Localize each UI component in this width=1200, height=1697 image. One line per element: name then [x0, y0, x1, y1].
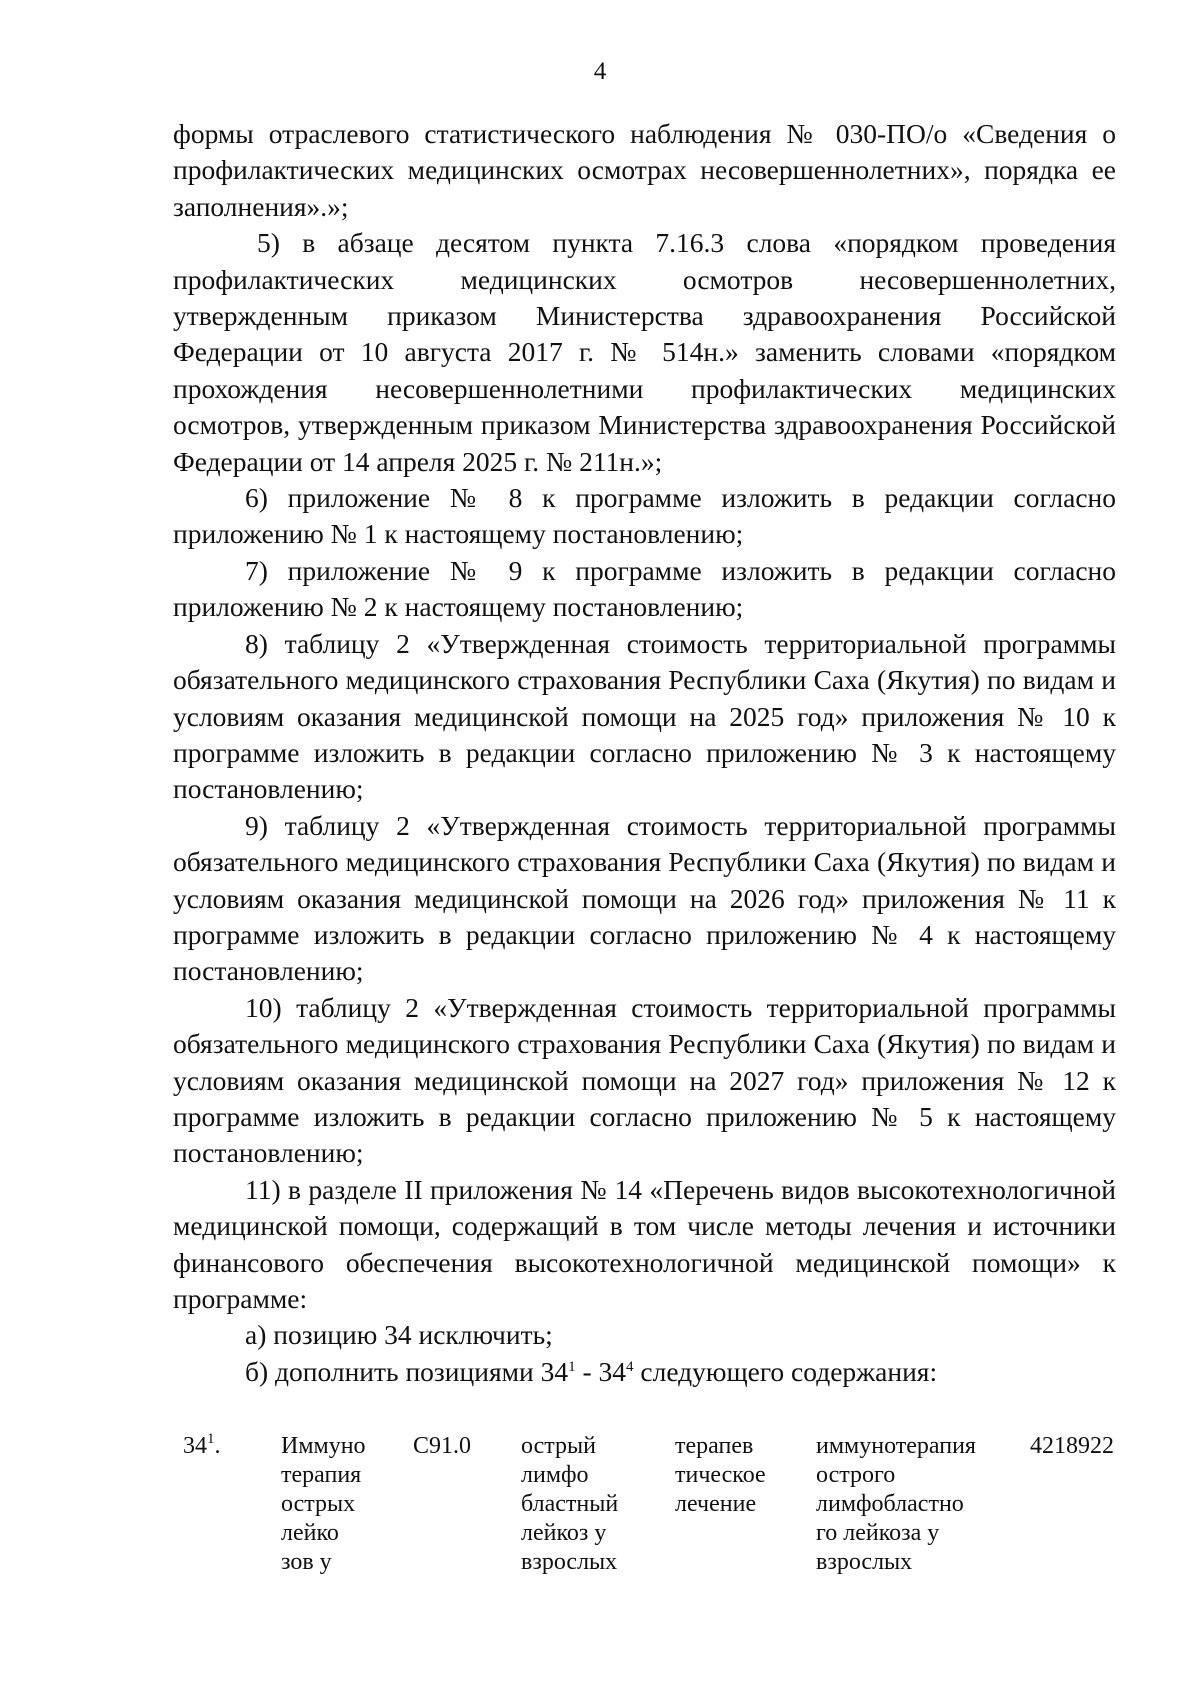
icd-code: C91.0 — [413, 1433, 472, 1459]
superscript-4: 4 — [626, 1358, 634, 1375]
treatment-method-line: взрослых — [816, 1549, 913, 1575]
care-type-name-line: Иммуно — [281, 1433, 366, 1459]
treatment-method-line: го лейкоза у — [816, 1520, 940, 1546]
patient-model-line: острый — [521, 1433, 596, 1459]
document-body — [173, 116, 1116, 1390]
icd-code-cell — [413, 1432, 471, 1461]
care-type-name-line: зов у — [281, 1549, 332, 1575]
paragraph-item-11: 11) в разделе II приложения № 14 «Перечень видов высокотехнологичной медицинской помощи, содержащий в том числе методы лечения и источники финансового обеспечения высокотехнологичной медицинской помощи» к программе: — [173, 1173, 1116, 1314]
care-type-name-cell — [281, 1432, 366, 1577]
position-number-suffix: . — [214, 1433, 221, 1459]
paragraph-intro: формы отраслевого статистического наблюдения № 030-ПО/о «Сведения о профилактических медицинских осмотрах несовершеннолетних», порядка ее заполнения».»; — [173, 118, 1116, 222]
superscript-1: 1 — [568, 1358, 576, 1375]
position-number-superscript: 1 — [207, 1431, 215, 1447]
patient-model-line: лимфо — [521, 1462, 589, 1488]
patient-model-cell — [521, 1432, 618, 1577]
treatment-method-line: острого — [816, 1462, 896, 1488]
care-type-name-line: лейко — [281, 1520, 339, 1546]
paragraph-item-8: 8) таблицу 2 «Утвержденная стоимость территориальной программы обязательного медицинского страхования Республики Саха (Якутия) по видам и условиям оказания медицинской помощи на 2025 год» приложения № 10 к программе изложить в редакции согласно приложению № 3 к настоящему постановлению; — [173, 627, 1116, 805]
paragraph-item-7: 7) приложение № 9 к программе изложить в редакции согласно приложению № 2 к настоящему постановлению; — [173, 554, 1116, 623]
patient-model-line: бластный — [521, 1491, 619, 1517]
patient-model-line: взрослых — [521, 1549, 618, 1575]
paragraph-item-b — [173, 1354, 1116, 1390]
treatment-type-line: терапев — [675, 1433, 754, 1459]
page-number: 4 — [593, 58, 607, 85]
cost-value: 4218922 — [1030, 1433, 1114, 1459]
cost-cell — [1030, 1432, 1114, 1461]
treatment-type-cell — [675, 1432, 766, 1519]
paragraph-item-10: 10) таблицу 2 «Утвержденная стоимость территориальной программы обязательного медицинского страхования Республики Саха (Якутия) по видам и условиям оказания медицинской помощи на 2027 год» приложения № 12 к программе изложить в редакции согласно приложению № 5 к настоящему постановлению; — [173, 991, 1116, 1169]
care-type-name-line: терапия — [281, 1462, 362, 1488]
treatment-method-line: лимфобластно — [816, 1491, 964, 1517]
paragraph-item-9: 9) таблицу 2 «Утвержденная стоимость территориальной программы обязательного медицинского страхования Республики Саха (Якутия) по видам и условиям оказания медицинской помощи на 2026 год» приложения № 11 к программе изложить в редакции согласно приложению № 4 к настоящему постановлению; — [173, 809, 1116, 987]
patient-model-line: лейкоз у — [521, 1520, 607, 1546]
treatment-type-line: тическое — [675, 1462, 766, 1488]
paragraph-item-b-text-middle: - 34 — [575, 1355, 627, 1387]
treatment-type-line: лечение — [675, 1491, 757, 1517]
paragraph-item-b-text-start: б) дополнить позициями 34 — [245, 1355, 569, 1387]
position-number-cell — [183, 1432, 221, 1461]
treatment-method-cell — [816, 1432, 976, 1577]
paragraph-item-5: 5) в абзаце десятом пункта 7.16.3 слова «порядком проведения профилактических медицинских осмотров несовершеннолетних, утвержденным приказом Министерства здравоохранения Российской Федерации от 10 августа 2017 г. № 514н.» заменить словами «порядком прохождения несовершеннолетними профилактических медицинских осмотров, утвержденным приказом Министерства здравоохранения Российской Федерации от 14 апреля 2025 г. № 211н.»; — [173, 227, 1116, 477]
paragraph-item-a: а) позицию 34 исключить; — [245, 1319, 553, 1351]
table-row — [0, 1432, 1200, 1592]
position-number: 34 — [183, 1433, 207, 1459]
paragraph-item-6: 6) приложение № 8 к программе изложить в редакции согласно приложению № 1 к настоящему постановлению; — [173, 482, 1116, 550]
care-type-name-line: острых — [281, 1491, 356, 1517]
paragraph-item-b-text-end: следующего содержания: — [633, 1355, 938, 1387]
treatment-method-line: иммунотерапия — [816, 1433, 976, 1459]
